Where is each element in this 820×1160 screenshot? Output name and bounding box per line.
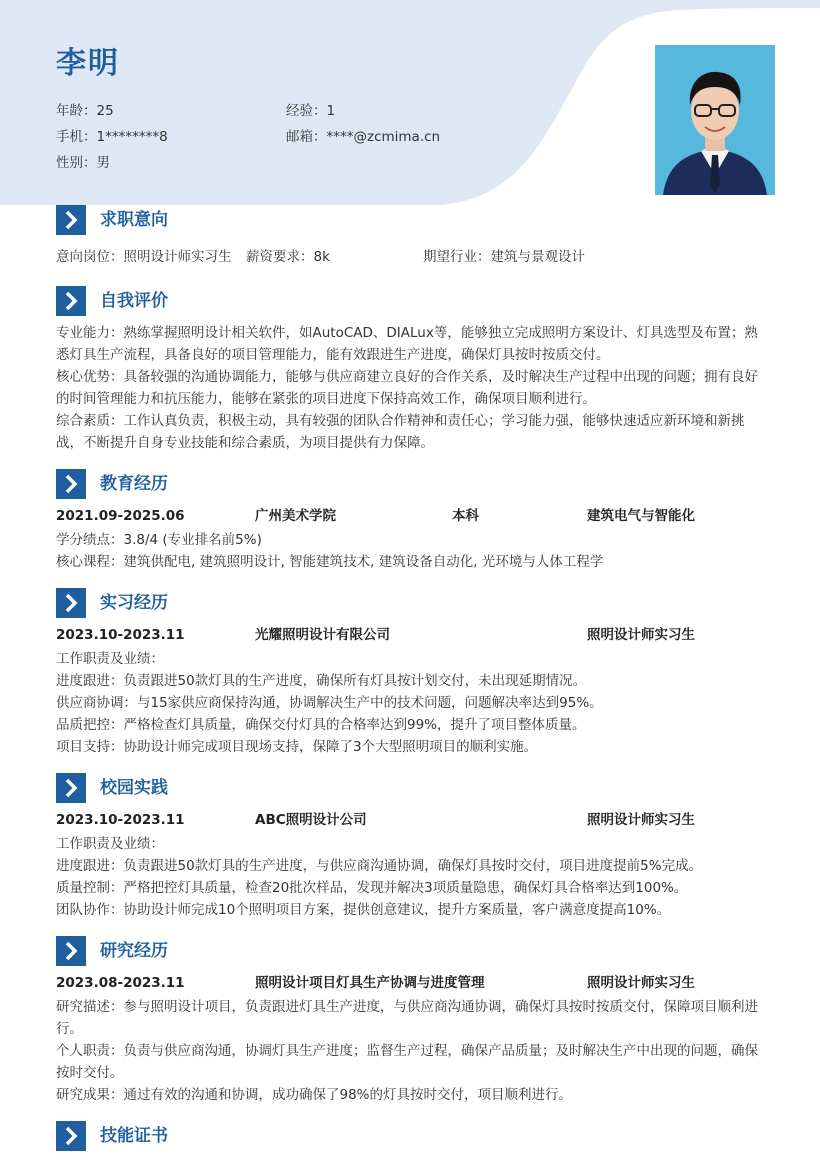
internship-line: 供应商协调：与15家供应商保持沟通，协调解决生产中的技术问题，问题解决率达到95%。 [56,695,603,711]
education-date: 2021.09-2025.06 [56,508,185,524]
age-field: 年龄：25 [56,103,114,119]
candidate-name: 李明 [56,46,120,81]
section-research [56,936,764,966]
internship-line: 品质把控：严格检查灯具质量，确保交付灯具的合格率达到99%，提升了项目整体质量。 [56,717,586,733]
internship-header-row [56,625,766,645]
chevron-right-icon [56,588,86,618]
section-title: 校园实践 [100,778,168,798]
section-title: 技能证书 [100,1126,168,1146]
chevron-right-icon [56,936,86,966]
expected-industry: 期望行业：建筑与景观设计 [423,249,585,265]
profile-photo [655,45,775,195]
campus-date: 2023.10-2023.11 [56,812,185,828]
research-header-row [56,973,766,993]
campus-line: 进度跟进：负责跟进50款灯具的生产进度，与供应商沟通协调，确保灯具按时交付，项目进度提前5%完成。 [56,858,703,874]
education-details [56,529,768,573]
job-intent-row [56,247,766,267]
campus-role: 照明设计师实习生 [587,812,695,828]
campus-header-row [56,810,766,830]
research-line: 研究成果：通过有效的沟通和协调，成功确保了98%的灯具按时交付，项目顺利进行。 [56,1087,573,1103]
campus-details [56,833,768,921]
section-campus-practice [56,773,764,803]
education-header-row [56,506,766,526]
campus-line: 工作职责及业绩： [56,836,164,852]
research-project: 照明设计项目灯具生产协调与进度管理 [255,975,485,991]
campus-company: ABC照明设计公司 [255,812,367,828]
internship-role: 照明设计师实习生 [587,627,695,643]
chevron-right-icon [56,1121,86,1151]
campus-line: 团队协作：协助设计师完成10个照明项目方案，提供创意建议，提升方案质量，客户满意度提高10%。 [56,902,671,918]
internship-details [56,648,768,758]
internship-line: 进度跟进：负责跟进50款灯具的生产进度，确保所有灯具按计划交付，未出现延期情况。 [56,673,587,689]
internship-line: 项目支持：协助设计师完成项目现场支持，保障了3个大型照明项目的顺利实施。 [56,739,538,755]
research-details [56,996,768,1106]
chevron-right-icon [56,286,86,316]
phone-field: 手机：1********8 [56,129,168,145]
self-eval-line: 专业能力：熟练掌握照明设计相关软件，如AutoCAD、DIALux等，能够独立完成照明方案设计、灯具选型及布置；熟悉灯具生产流程，具备良好的项目管理能力，能有效跟进生产进度，确保灯具按时按质交付。 [56,325,758,363]
education-line: 学分绩点：3.8/4 (专业排名前5%) [56,532,262,548]
section-title: 自我评价 [100,291,168,311]
self-evaluation-text [56,322,768,454]
research-date: 2023.08-2023.11 [56,975,185,991]
internship-line: 工作职责及业绩： [56,651,164,667]
section-job-intent [56,205,764,235]
school-name: 广州美术学院 [255,508,336,524]
gender-field: 性别：男 [56,155,110,171]
degree: 本科 [452,508,479,524]
research-role: 照明设计师实习生 [587,975,695,991]
internship-company: 光耀照明设计有限公司 [255,627,390,643]
section-education [56,469,764,499]
section-title: 求职意向 [100,210,168,230]
section-skills [56,1121,764,1151]
chevron-right-icon [56,205,86,235]
section-title: 教育经历 [100,474,168,494]
self-eval-line: 核心优势：具备较强的沟通协调能力，能够与供应商建立良好的合作关系，及时解决生产过程中出现的问题；拥有良好的时间管理能力和抗压能力，能够在紧张的项目进度下保持高效工作，确保项目顺利进行。 [56,369,758,407]
experience-field: 经验：1 [286,103,336,119]
section-internship [56,588,764,618]
section-title: 实习经历 [100,593,168,613]
chevron-right-icon [56,773,86,803]
email-field: 邮箱：****@zcmima.cn [286,129,441,145]
chevron-right-icon [56,469,86,499]
research-line: 研究描述：参与照明设计项目，负责跟进灯具生产进度，与供应商沟通协调，确保灯具按时按质交付，保障项目顺利进行。 [56,999,758,1037]
major: 建筑电气与智能化 [587,508,695,524]
expected-salary: 薪资要求：8k [246,249,330,265]
self-eval-line: 综合素质：工作认真负责，积极主动，具有较强的团队合作精神和责任心；学习能力强，能够快速适应新环境和新挑战，不断提升自身专业技能和综合素质，为项目提供有力保障。 [56,413,745,451]
education-line: 核心课程：建筑供配电, 建筑照明设计, 智能建筑技术, 建筑设备自动化, 光环境与人体工程学 [56,554,604,570]
intended-position: 意向岗位：照明设计师实习生 [56,249,232,265]
internship-date: 2023.10-2023.11 [56,627,185,643]
section-self-evaluation [56,286,764,316]
section-title: 研究经历 [100,941,168,961]
campus-line: 质量控制：严格把控灯具质量，检查20批次样品，发现并解决3项质量隐患，确保灯具合格率达到100%。 [56,880,688,896]
research-line: 个人职责：负责与供应商沟通，协调灯具生产进度；监督生产过程，确保产品质量；及时解决生产中出现的问题，确保按时交付。 [56,1043,758,1081]
